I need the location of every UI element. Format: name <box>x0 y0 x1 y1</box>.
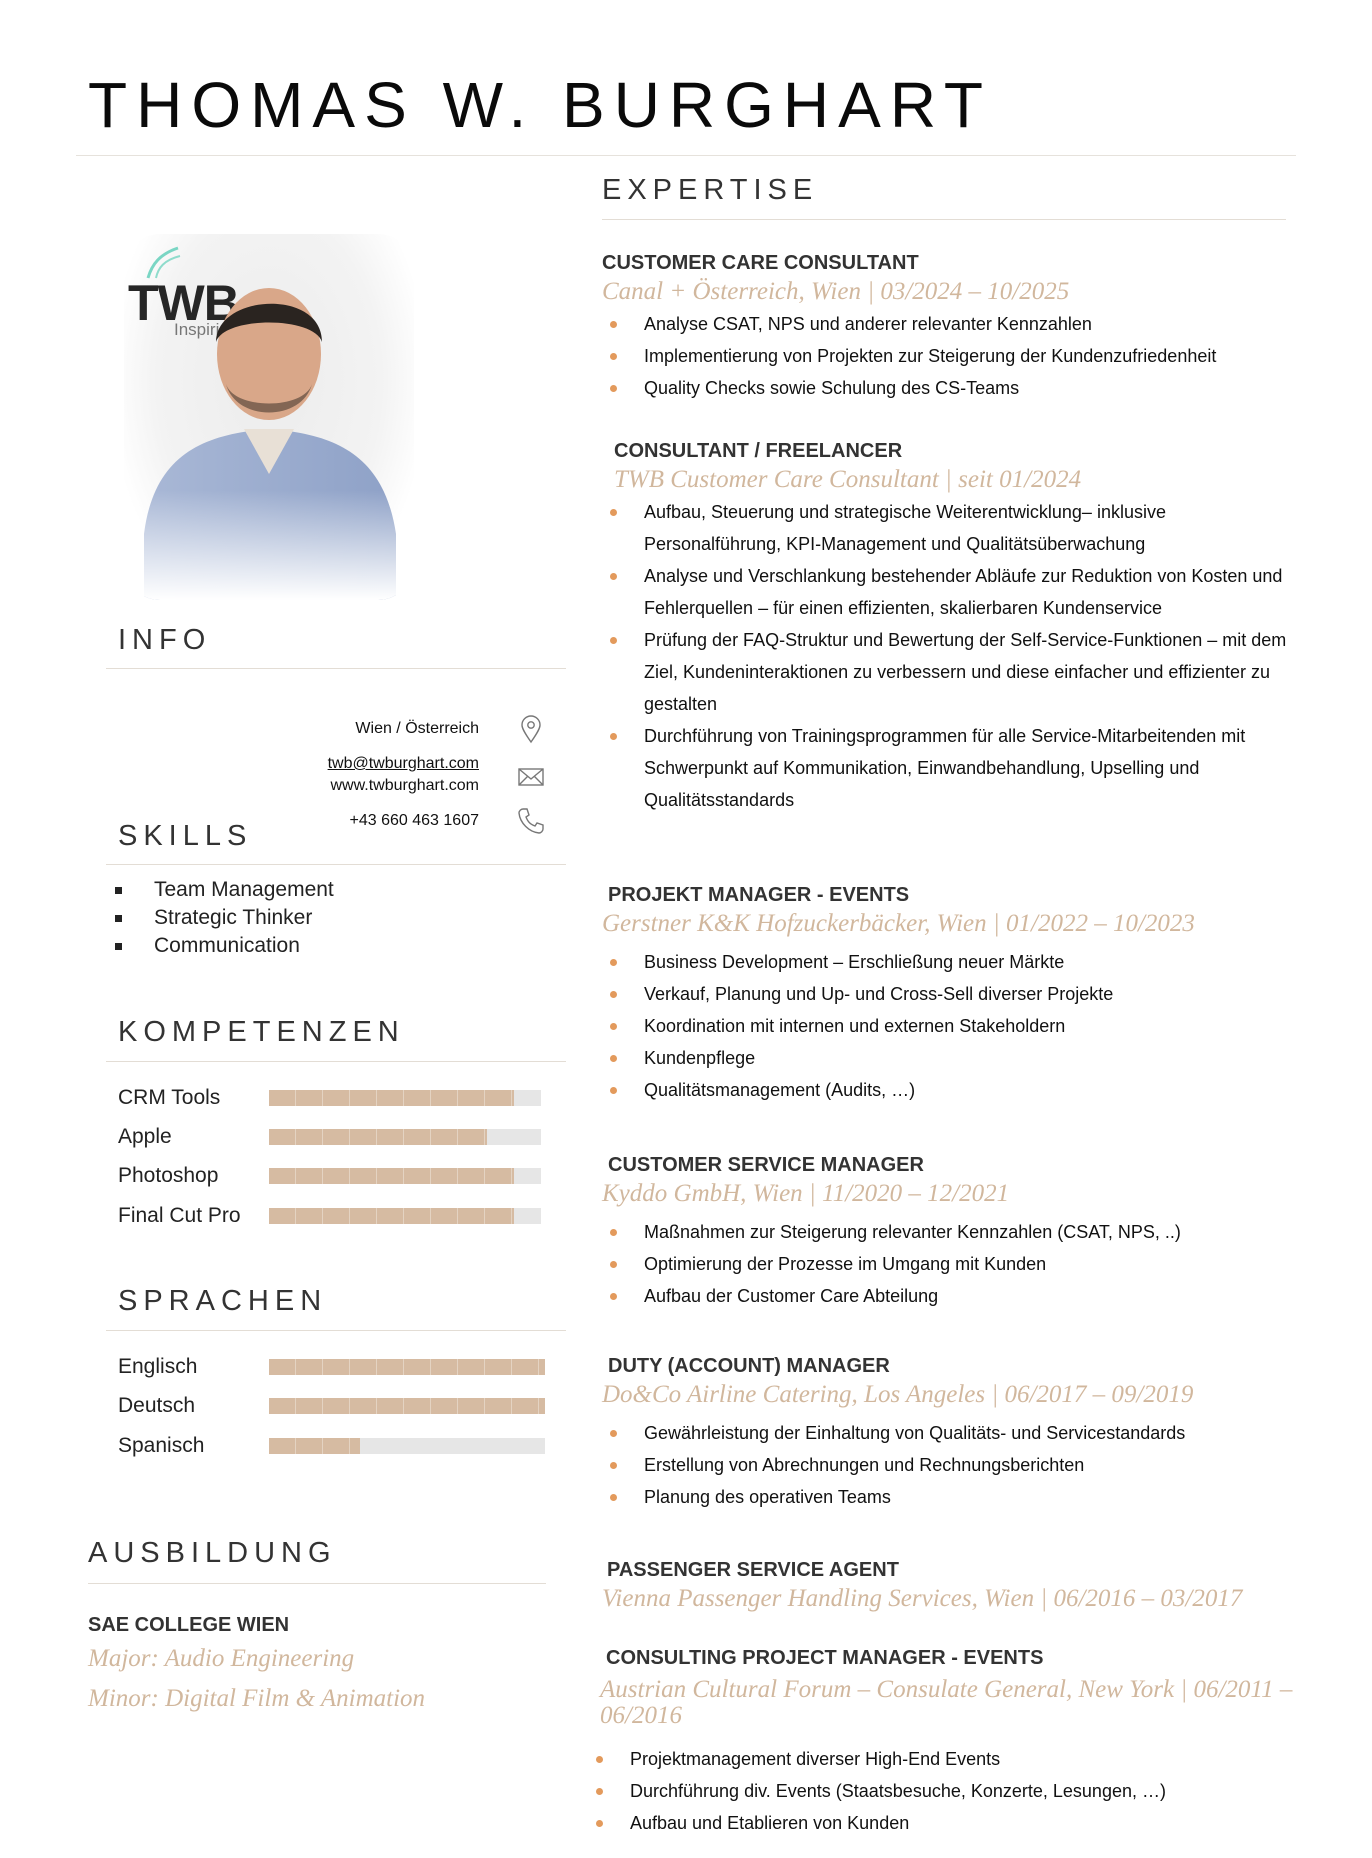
job-company: Austrian Cultural Forum – Consulate General, New York | 06/2011 – 06/2016 <box>600 1676 1293 1729</box>
kompetenz-label: Apple <box>118 1125 172 1148</box>
ausbildung-divider <box>88 1583 546 1584</box>
job-bullet: Durchführung div. Events (Staatsbesuche, Konzerte, Lesungen, …) <box>588 1775 1330 1807</box>
job-entry <box>602 438 1292 816</box>
education-minor: Minor: Digital Film & Animation <box>88 1685 426 1712</box>
kompetenz-row <box>118 1125 548 1149</box>
expertise-divider <box>602 219 1286 220</box>
email-link[interactable]: twb@twburghart.com <box>327 755 479 772</box>
info-phone: +43 660 463 1607 <box>349 812 479 829</box>
ausbildung-heading: AUSBILDUNG <box>88 1537 337 1569</box>
sprache-bar-track <box>269 1438 545 1454</box>
kompetenz-bar-fill <box>269 1168 514 1184</box>
education-major: Major: Audio Engineering <box>88 1645 355 1672</box>
education-school: SAE COLLEGE WIEN <box>88 1614 290 1636</box>
sprache-bar-fill <box>269 1398 545 1414</box>
kompetenz-bar-fill <box>269 1129 487 1145</box>
sprache-label: Deutsch <box>118 1394 196 1417</box>
kompetenzen-divider <box>106 1061 566 1062</box>
info-location: Wien / Österreich <box>355 720 479 737</box>
kompetenz-bar-fill <box>269 1090 514 1106</box>
kompetenz-label: Photoshop <box>118 1164 219 1187</box>
info-email[interactable] <box>328 755 479 773</box>
job-bullet: Implementierung von Projekten zur Steigerung der Kundenzufriedenheit <box>602 340 1342 372</box>
job-title: CONSULTING PROJECT MANAGER - EVENTS <box>606 1647 1044 1669</box>
kompetenz-row <box>118 1204 548 1228</box>
kompetenzen-heading: KOMPETENZEN <box>118 1016 405 1048</box>
job-bullets <box>602 308 1342 404</box>
job-bullet: Optimierung der Prozesse im Umgang mit Kunden <box>602 1248 1342 1280</box>
job-bullet: Quality Checks sowie Schulung des CS-Teams <box>602 372 1342 404</box>
kompetenz-bar-fill <box>269 1208 514 1224</box>
skill-item: Communication <box>112 934 334 962</box>
job-bullet: Aufbau, Steuerung und strategische Weiterentwicklung– inklusive Personalführung, KPI-Management und Qualitätsüberwachung <box>602 496 1292 560</box>
job-bullet: Maßnahmen zur Steigerung relevanter Kennzahlen (CSAT, NPS, ..) <box>602 1216 1342 1248</box>
job-entry <box>600 1645 1330 1839</box>
envelope-icon <box>516 762 546 792</box>
kompetenz-bar-track <box>269 1168 541 1184</box>
job-bullet: Durchführung von Trainingsprogrammen für alle Service-Mitarbeitenden mit Schwerpunkt auf Kommunikation, Einwandbehandlung, Upselling und Qualitätsstandards <box>602 720 1292 816</box>
skill-item: Strategic Thinker <box>112 906 334 934</box>
sprache-row <box>118 1434 548 1458</box>
skills-list <box>112 878 334 962</box>
job-company: Do&Co Airline Catering, Los Angeles | 06/2017 – 09/2019 <box>602 1381 1194 1408</box>
job-bullet: Business Development – Erschließung neuer Märkte <box>602 946 1342 978</box>
job-bullet: Planung des operativen Teams <box>602 1481 1342 1513</box>
job-title: CONSULTANT / FREELANCER <box>614 440 903 462</box>
job-title: CUSTOMER SERVICE MANAGER <box>608 1154 924 1176</box>
sprache-row <box>118 1394 548 1418</box>
job-bullet: Kundenpflege <box>602 1042 1342 1074</box>
info-divider <box>106 668 566 669</box>
job-title: PROJEKT MANAGER - EVENTS <box>608 884 910 906</box>
sprachen-heading: SPRACHEN <box>118 1285 328 1317</box>
job-bullet: Analyse CSAT, NPS und anderer relevanter Kennzahlen <box>602 308 1342 340</box>
kompetenz-bar-track <box>269 1129 541 1145</box>
skills-divider <box>106 864 566 865</box>
header-divider <box>76 155 1296 156</box>
sprache-row <box>118 1355 548 1379</box>
sprache-bar-fill <box>269 1438 360 1454</box>
job-bullet: Aufbau der Customer Care Abteilung <box>602 1280 1342 1312</box>
job-title: CUSTOMER CARE CONSULTANT <box>602 252 919 274</box>
job-bullet: Prüfung der FAQ-Struktur und Bewertung der Self-Service-Funktionen – mit dem Ziel, Kundeninteraktionen zu verbessern und diese einfacher und effizienter zu gestalten <box>602 624 1292 720</box>
kompetenz-bar-track <box>269 1208 541 1224</box>
phone-icon <box>516 806 546 836</box>
candidate-name: THOMAS W. BURGHART <box>88 69 992 141</box>
sprache-bar-fill <box>269 1359 545 1375</box>
job-bullets <box>602 1216 1342 1312</box>
job-company: Canal + Österreich, Wien | 03/2024 – 10/2025 <box>602 278 1070 305</box>
job-bullets <box>602 496 1292 816</box>
job-bullet: Verkauf, Planung und Up- und Cross-Sell diverser Projekte <box>602 978 1342 1010</box>
job-bullets <box>602 1417 1342 1513</box>
skills-heading: SKILLS <box>118 820 253 852</box>
skill-item: Team Management <box>112 878 334 906</box>
job-company: Vienna Passenger Handling Services, Wien | 06/2016 – 03/2017 <box>602 1585 1243 1612</box>
expertise-heading: EXPERTISE <box>602 174 819 206</box>
job-bullet: Qualitätsmanagement (Audits, …) <box>602 1074 1342 1106</box>
job-bullets <box>602 946 1342 1106</box>
job-bullet: Analyse und Verschlankung bestehender Abläufe zur Reduktion von Kosten und Fehlerquellen – für einen effizienten, skalierbaren Kundenservice <box>602 560 1292 624</box>
job-entry <box>602 1152 1342 1312</box>
job-bullet: Projektmanagement diverser High-End Events <box>588 1743 1330 1775</box>
kompetenz-row <box>118 1164 548 1188</box>
location-pin-icon <box>516 714 546 744</box>
person-silhouette <box>124 234 414 600</box>
sprache-bar-track <box>269 1398 545 1414</box>
job-entry <box>602 1353 1342 1513</box>
job-bullet: Koordination mit internen und externen Stakeholdern <box>602 1010 1342 1042</box>
kompetenz-row <box>118 1086 548 1110</box>
sprache-label: Spanisch <box>118 1434 205 1457</box>
job-bullets <box>588 1743 1330 1839</box>
sprache-label: Englisch <box>118 1355 198 1378</box>
kompetenz-label: Final Cut Pro <box>118 1204 241 1227</box>
profile-photo <box>124 234 414 600</box>
kompetenz-label: CRM Tools <box>118 1086 221 1109</box>
job-entry <box>602 882 1342 1106</box>
job-bullet: Aufbau und Etablieren von Kunden <box>588 1807 1330 1839</box>
kompetenz-bar-track <box>269 1090 541 1106</box>
job-entry <box>602 250 1342 404</box>
job-title: PASSENGER SERVICE AGENT <box>607 1559 899 1581</box>
sprache-bar-track <box>269 1359 545 1375</box>
job-company: TWB Customer Care Consultant | seit 01/2024 <box>614 466 1082 493</box>
job-title: DUTY (ACCOUNT) MANAGER <box>608 1355 890 1377</box>
job-entry <box>602 1557 1342 1615</box>
job-bullet: Erstellung von Abrechnungen und Rechnungsberichten <box>602 1449 1342 1481</box>
info-website[interactable]: www.twburghart.com <box>330 777 479 794</box>
info-heading: INFO <box>118 624 212 656</box>
job-company: Kyddo GmbH, Wien | 11/2020 – 12/2021 <box>602 1180 1010 1207</box>
job-company: Gerstner K&K Hofzuckerbäcker, Wien | 01/2022 – 10/2023 <box>602 910 1195 937</box>
job-bullet: Gewährleistung der Einhaltung von Qualitäts- und Servicestandards <box>602 1417 1342 1449</box>
sprachen-divider <box>106 1330 566 1331</box>
